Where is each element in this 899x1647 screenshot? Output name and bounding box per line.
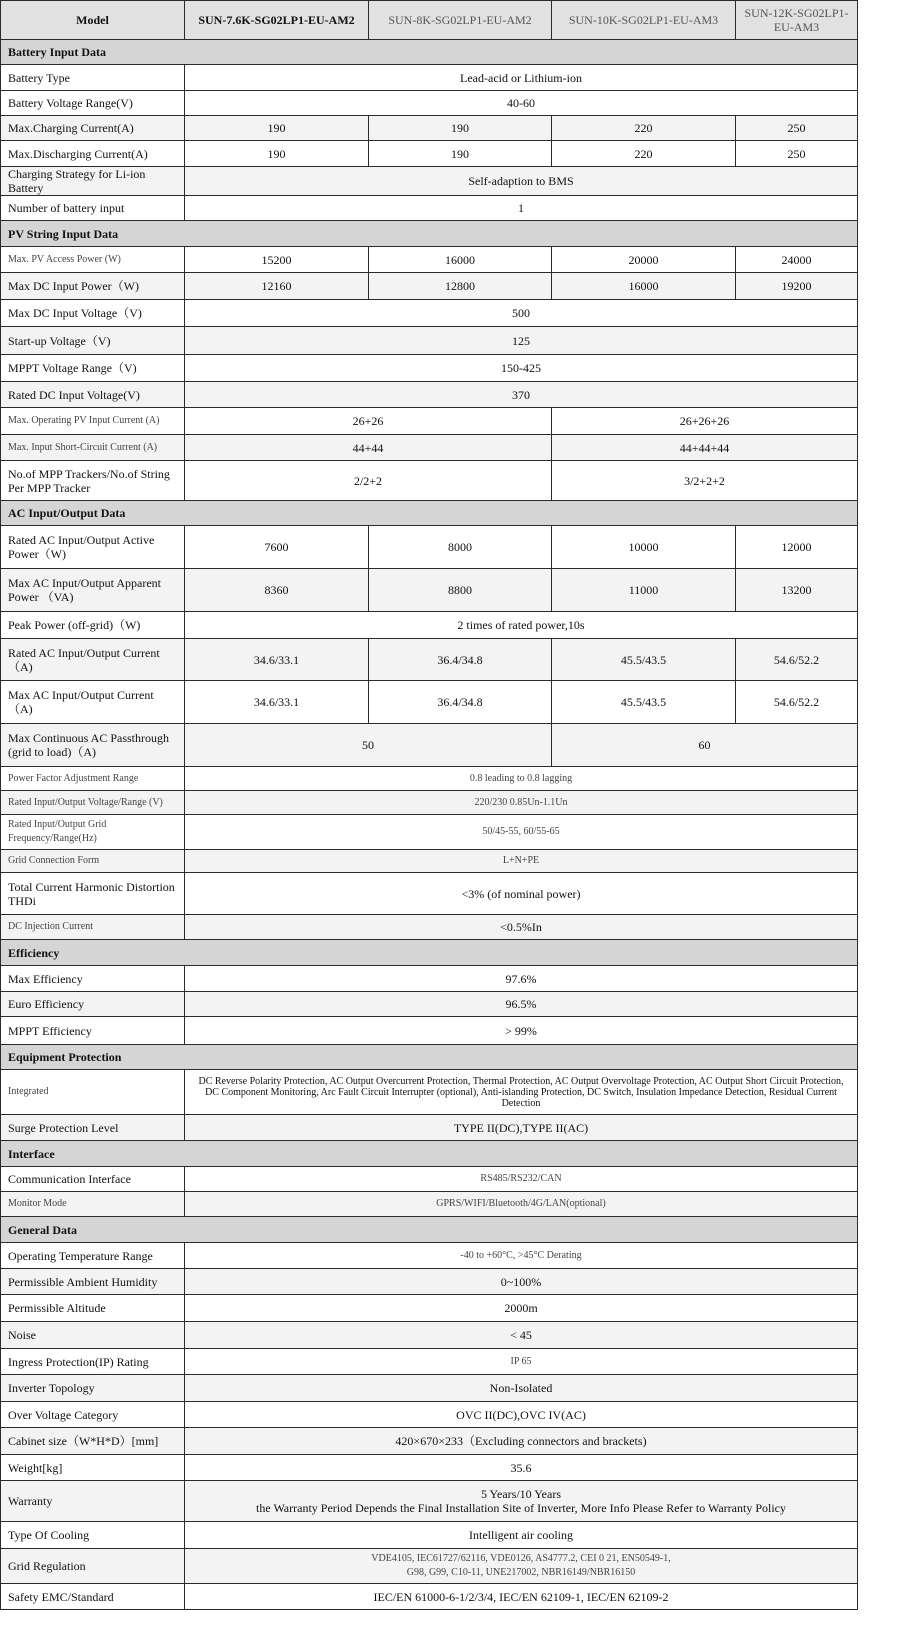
spec-label: Max. Operating PV Input Current (A) (1, 408, 185, 435)
spec-row (1, 1549, 858, 1584)
section-row (1, 40, 858, 65)
section-title: PV String Input Data (1, 221, 858, 247)
section-title: Interface (1, 1141, 858, 1167)
spec-value: 12800 (369, 273, 552, 300)
spec-value: 36.4/34.8 (369, 681, 552, 724)
spec-label: Rated AC Input/Output Active Power（W) (1, 526, 185, 569)
spec-row (1, 91, 858, 116)
spec-value: 44+44 (185, 435, 552, 461)
spec-label: Ingress Protection(IP) Rating (1, 1349, 185, 1375)
spec-value-line: 5 Years/10 Years (480, 1487, 561, 1501)
spec-label: Power Factor Adjustment Range (1, 767, 185, 791)
spec-label: Max DC Input Voltage（V) (1, 300, 185, 327)
spec-value: GPRS/WIFI/Bluetooth/4G/LAN(optional) (185, 1192, 858, 1217)
spec-label: Warranty (1, 1481, 185, 1522)
spec-label: MPPT Efficiency (1, 1017, 185, 1045)
spec-label: Permissible Ambient Humidity (1, 1269, 185, 1295)
spec-value: TYPE II(DC),TYPE II(AC) (185, 1115, 858, 1141)
spec-value: 16000 (369, 247, 552, 273)
spec-value-line: the Warranty Period Depends the Final Installation Site of Inverter, More Info Please Refer to Warranty Policy (256, 1501, 786, 1515)
spec-row (1, 1349, 858, 1375)
spec-row (1, 1192, 858, 1217)
section-row (1, 940, 858, 966)
spec-value: 500 (185, 300, 858, 327)
spec-value: 60 (552, 724, 858, 767)
spec-body (1, 40, 858, 1610)
spec-label: Max DC Input Power（W) (1, 273, 185, 300)
spec-value: 44+44+44 (552, 435, 858, 461)
spec-label: Euro Efficiency (1, 992, 185, 1017)
spec-row (1, 1243, 858, 1269)
spec-value: OVC II(DC),OVC IV(AC) (185, 1402, 858, 1428)
spec-label: Inverter Topology (1, 1375, 185, 1402)
spec-row (1, 300, 858, 327)
spec-value: Non-Isolated (185, 1375, 858, 1402)
spec-row (1, 382, 858, 408)
spec-label: Max. Input Short-Circuit Current (A) (1, 435, 185, 461)
spec-value: L+N+PE (185, 850, 858, 873)
spec-value: 0.8 leading to 0.8 lagging (185, 767, 858, 791)
model-header-4: SUN-12K-SG02LP1-EU-AM3 (736, 1, 858, 40)
section-row (1, 1141, 858, 1167)
spec-value: 12000 (736, 526, 858, 569)
spec-value: 8000 (369, 526, 552, 569)
spec-value: 34.6/33.1 (185, 639, 369, 681)
spec-row (1, 65, 858, 91)
spec-value: 8360 (185, 569, 369, 612)
spec-value: 35.6 (185, 1455, 858, 1481)
model-header-1: SUN-7.6K-SG02LP1-EU-AM2 (185, 1, 369, 40)
spec-row (1, 966, 858, 992)
spec-value: 26+26 (185, 408, 552, 435)
section-title: Equipment Protection (1, 1045, 858, 1070)
section-row (1, 1045, 858, 1070)
spec-row (1, 992, 858, 1017)
spec-row (1, 569, 858, 612)
spec-label: Monitor Mode (1, 1192, 185, 1217)
spec-value: 13200 (736, 569, 858, 612)
spec-label: Battery Voltage Range(V) (1, 91, 185, 116)
spec-label: Max Efficiency (1, 966, 185, 992)
spec-value: RS485/RS232/CAN (185, 1167, 858, 1192)
spec-value: 1 (185, 196, 858, 221)
model-header-3: SUN-10K-SG02LP1-EU-AM3 (552, 1, 736, 40)
spec-value: 125 (185, 327, 858, 355)
spec-value: 7600 (185, 526, 369, 569)
spec-label: Max.Charging Current(A) (1, 116, 185, 141)
spec-row (1, 116, 858, 141)
spec-row (1, 1584, 858, 1610)
spec-value: 250 (736, 141, 858, 167)
spec-label: Max. PV Access Power (W) (1, 247, 185, 273)
spec-value: DC Reverse Polarity Protection, AC Output Overcurrent Protection, Thermal Protection, AC Output Overvoltage Protection, AC Output Short Circuit Protection, DC Component Monitoring, Arc Fault Circuit Interrupter (optional), Anti-islanding Protection, DC Switch, Insulation Impedance Detection, Residual Current Detection (185, 1070, 858, 1115)
spec-value: IP 65 (185, 1349, 858, 1375)
spec-row (1, 850, 858, 873)
spec-row (1, 724, 858, 767)
spec-value: 250 (736, 116, 858, 141)
section-title: Efficiency (1, 940, 858, 966)
spec-row (1, 526, 858, 569)
spec-value: 190 (185, 116, 369, 141)
spec-value: -40 to +60°C, >45°C Derating (185, 1243, 858, 1269)
spec-value: IEC/EN 61000-6-1/2/3/4, IEC/EN 62109-1, IEC/EN 62109-2 (185, 1584, 858, 1610)
spec-value: 45.5/43.5 (552, 681, 736, 724)
spec-label: Rated Input/Output Voltage/Range (V) (1, 791, 185, 815)
spec-label: Permissible Altitude (1, 1295, 185, 1322)
spec-row (1, 1115, 858, 1141)
spec-label: Noise (1, 1322, 185, 1349)
spec-value: <0.5%In (185, 915, 858, 940)
spec-row (1, 873, 858, 915)
spec-value: 220 (552, 116, 736, 141)
spec-value: 12160 (185, 273, 369, 300)
spec-value: Lead-acid or Lithium-ion (185, 65, 858, 91)
section-row (1, 1217, 858, 1243)
spec-value: Intelligent air cooling (185, 1522, 858, 1549)
spec-value: 45.5/43.5 (552, 639, 736, 681)
spec-label: Grid Connection Form (1, 850, 185, 873)
spec-row (1, 767, 858, 791)
spec-value: 96.5% (185, 992, 858, 1017)
spec-value: Self-adaption to BMS (185, 167, 858, 196)
spec-row (1, 408, 858, 435)
spec-row (1, 915, 858, 940)
model-header-2: SUN-8K-SG02LP1-EU-AM2 (369, 1, 552, 40)
spec-value: 3/2+2+2 (552, 461, 858, 501)
spec-value: 190 (185, 141, 369, 167)
spec-label: Operating Temperature Range (1, 1243, 185, 1269)
spec-value: 220/230 0.85Un-1.1Un (185, 791, 858, 815)
spec-row (1, 1428, 858, 1455)
spec-row (1, 167, 858, 196)
spec-value-line: G98, G99, C10-11, UNE217002, NBR16149/NBR16150 (406, 1567, 636, 1578)
spec-value: 24000 (736, 247, 858, 273)
spec-row (1, 1522, 858, 1549)
spec-label: MPPT Voltage Range（V) (1, 355, 185, 382)
spec-label: Charging Strategy for Li-ion Battery (1, 167, 185, 196)
section-title: Battery Input Data (1, 40, 858, 65)
spec-value: 97.6% (185, 966, 858, 992)
spec-value: 20000 (552, 247, 736, 273)
spec-label: Total Current Harmonic Distortion THDi (1, 873, 185, 915)
spec-row (1, 681, 858, 724)
spec-value-line: VDE4105, IEC61727/62116, VDE0126, AS4777.2, CEI 0 21, EN50549-1, (371, 1553, 671, 1564)
spec-row (1, 1322, 858, 1349)
spec-label: Rated Input/Output Grid Frequency/Range(Hz) (1, 815, 185, 850)
spec-label: Max AC Input/Output Current （A) (1, 681, 185, 724)
spec-value: 2 times of rated power,10s (185, 612, 858, 639)
spec-row (1, 1167, 858, 1192)
spec-label: Safety EMC/Standard (1, 1584, 185, 1610)
spec-value (185, 1481, 858, 1522)
spec-label: Type Of Cooling (1, 1522, 185, 1549)
spec-value: 54.6/52.2 (736, 639, 858, 681)
spec-row (1, 1481, 858, 1522)
spec-label: Integrated (1, 1070, 185, 1115)
spec-value: 15200 (185, 247, 369, 273)
spec-row (1, 612, 858, 639)
spec-value: <3% (of nominal power) (185, 873, 858, 915)
model-label-header: Model (1, 1, 185, 40)
spec-label: Peak Power (off-grid)（W) (1, 612, 185, 639)
spec-row (1, 1402, 858, 1428)
spec-value: 2000m (185, 1295, 858, 1322)
spec-value: < 45 (185, 1322, 858, 1349)
spec-row (1, 1269, 858, 1295)
spec-row (1, 273, 858, 300)
spec-value: 8800 (369, 569, 552, 612)
spec-value: 10000 (552, 526, 736, 569)
spec-label: Rated AC Input/Output Current （A) (1, 639, 185, 681)
spec-label: Over Voltage Category (1, 1402, 185, 1428)
spec-row (1, 639, 858, 681)
spec-row (1, 1295, 858, 1322)
spec-label: Surge Protection Level (1, 1115, 185, 1141)
spec-row (1, 435, 858, 461)
spec-value (185, 1549, 858, 1584)
spec-label: Number of battery input (1, 196, 185, 221)
spec-value: 220 (552, 141, 736, 167)
spec-row (1, 791, 858, 815)
spec-row (1, 1455, 858, 1481)
spec-row (1, 815, 858, 850)
spec-label: Battery Type (1, 65, 185, 91)
spec-row (1, 196, 858, 221)
spec-row (1, 1070, 858, 1115)
spec-value: 36.4/34.8 (369, 639, 552, 681)
spec-value: 16000 (552, 273, 736, 300)
spec-row (1, 355, 858, 382)
spec-label: Weight[kg] (1, 1455, 185, 1481)
spec-label: Cabinet size（W*H*D）[mm] (1, 1428, 185, 1455)
section-title: AC Input/Output Data (1, 501, 858, 526)
spec-value: 190 (369, 116, 552, 141)
spec-value: 2/2+2 (185, 461, 552, 501)
spec-label: Rated DC Input Voltage(V) (1, 382, 185, 408)
spec-value: 50/45-55, 60/55-65 (185, 815, 858, 850)
spec-row (1, 1375, 858, 1402)
section-row (1, 221, 858, 247)
spec-value: 19200 (736, 273, 858, 300)
spec-row (1, 247, 858, 273)
spec-row (1, 1017, 858, 1045)
section-row (1, 501, 858, 526)
spec-row (1, 141, 858, 167)
spec-value: 420×670×233（Excluding connectors and brackets) (185, 1428, 858, 1455)
spec-value: 26+26+26 (552, 408, 858, 435)
spec-label: DC Injection Current (1, 915, 185, 940)
spec-value: 40-60 (185, 91, 858, 116)
spec-label: Max Continuous AC Passthrough (grid to load)（A) (1, 724, 185, 767)
spec-value: 54.6/52.2 (736, 681, 858, 724)
spec-label: Start-up Voltage（V) (1, 327, 185, 355)
spec-label: Max.Discharging Current(A) (1, 141, 185, 167)
spec-value: 150-425 (185, 355, 858, 382)
spec-value: 370 (185, 382, 858, 408)
spec-value: 190 (369, 141, 552, 167)
spec-label: Communication Interface (1, 1167, 185, 1192)
spec-label: Max AC Input/Output Apparent Power （VA) (1, 569, 185, 612)
header-row (1, 1, 858, 40)
spec-value: 0~100% (185, 1269, 858, 1295)
spec-label: Grid Regulation (1, 1549, 185, 1584)
spec-value: > 99% (185, 1017, 858, 1045)
spec-value: 50 (185, 724, 552, 767)
spec-row (1, 461, 858, 501)
section-title: General Data (1, 1217, 858, 1243)
spec-label: No.of MPP Trackers/No.of String Per MPP Tracker (1, 461, 185, 501)
spec-value: 34.6/33.1 (185, 681, 369, 724)
spec-value: 11000 (552, 569, 736, 612)
spec-row (1, 327, 858, 355)
